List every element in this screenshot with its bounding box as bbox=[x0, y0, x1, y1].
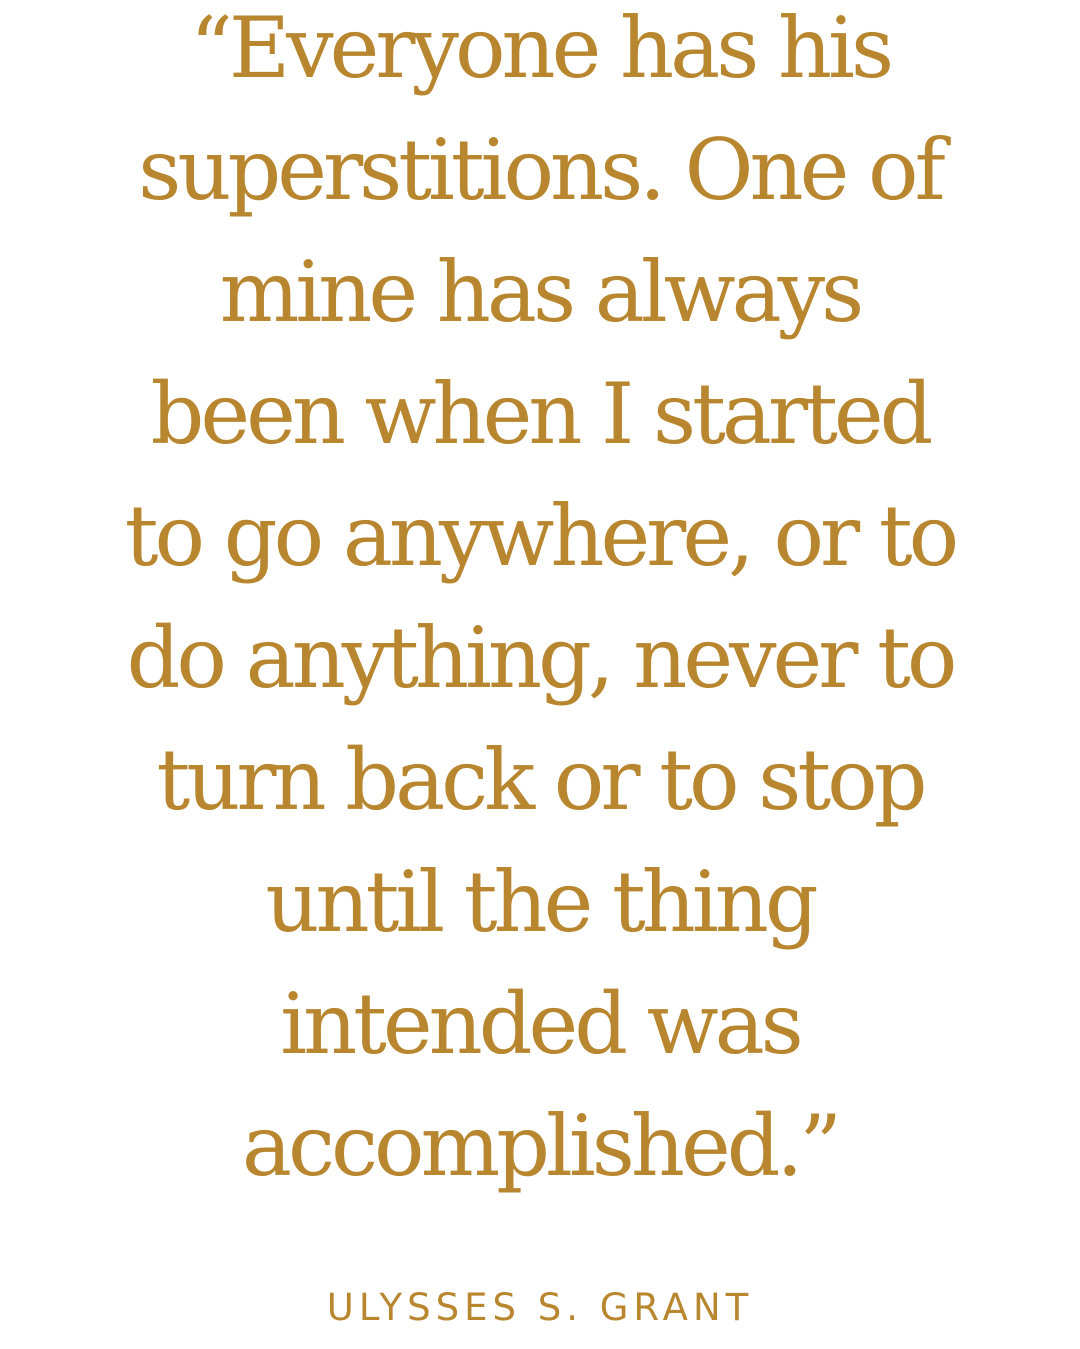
quote-line: turn back or to stop bbox=[156, 731, 924, 829]
quote-author: ULYSSES S. GRANT bbox=[326, 1286, 754, 1329]
quote-line: “Everyone has his bbox=[189, 0, 891, 97]
quote-line: accomplished.” bbox=[241, 1097, 839, 1195]
quote-line: superstitions. One of bbox=[138, 121, 942, 219]
quote-line: until the thing bbox=[265, 853, 815, 951]
quote-line: do anything, never to bbox=[126, 609, 954, 707]
quote-line: intended was bbox=[280, 975, 800, 1073]
quote-line: been when I started bbox=[150, 365, 930, 463]
quote-line: mine has always bbox=[219, 243, 861, 341]
quote-line: to go anywhere, or to bbox=[124, 487, 956, 585]
